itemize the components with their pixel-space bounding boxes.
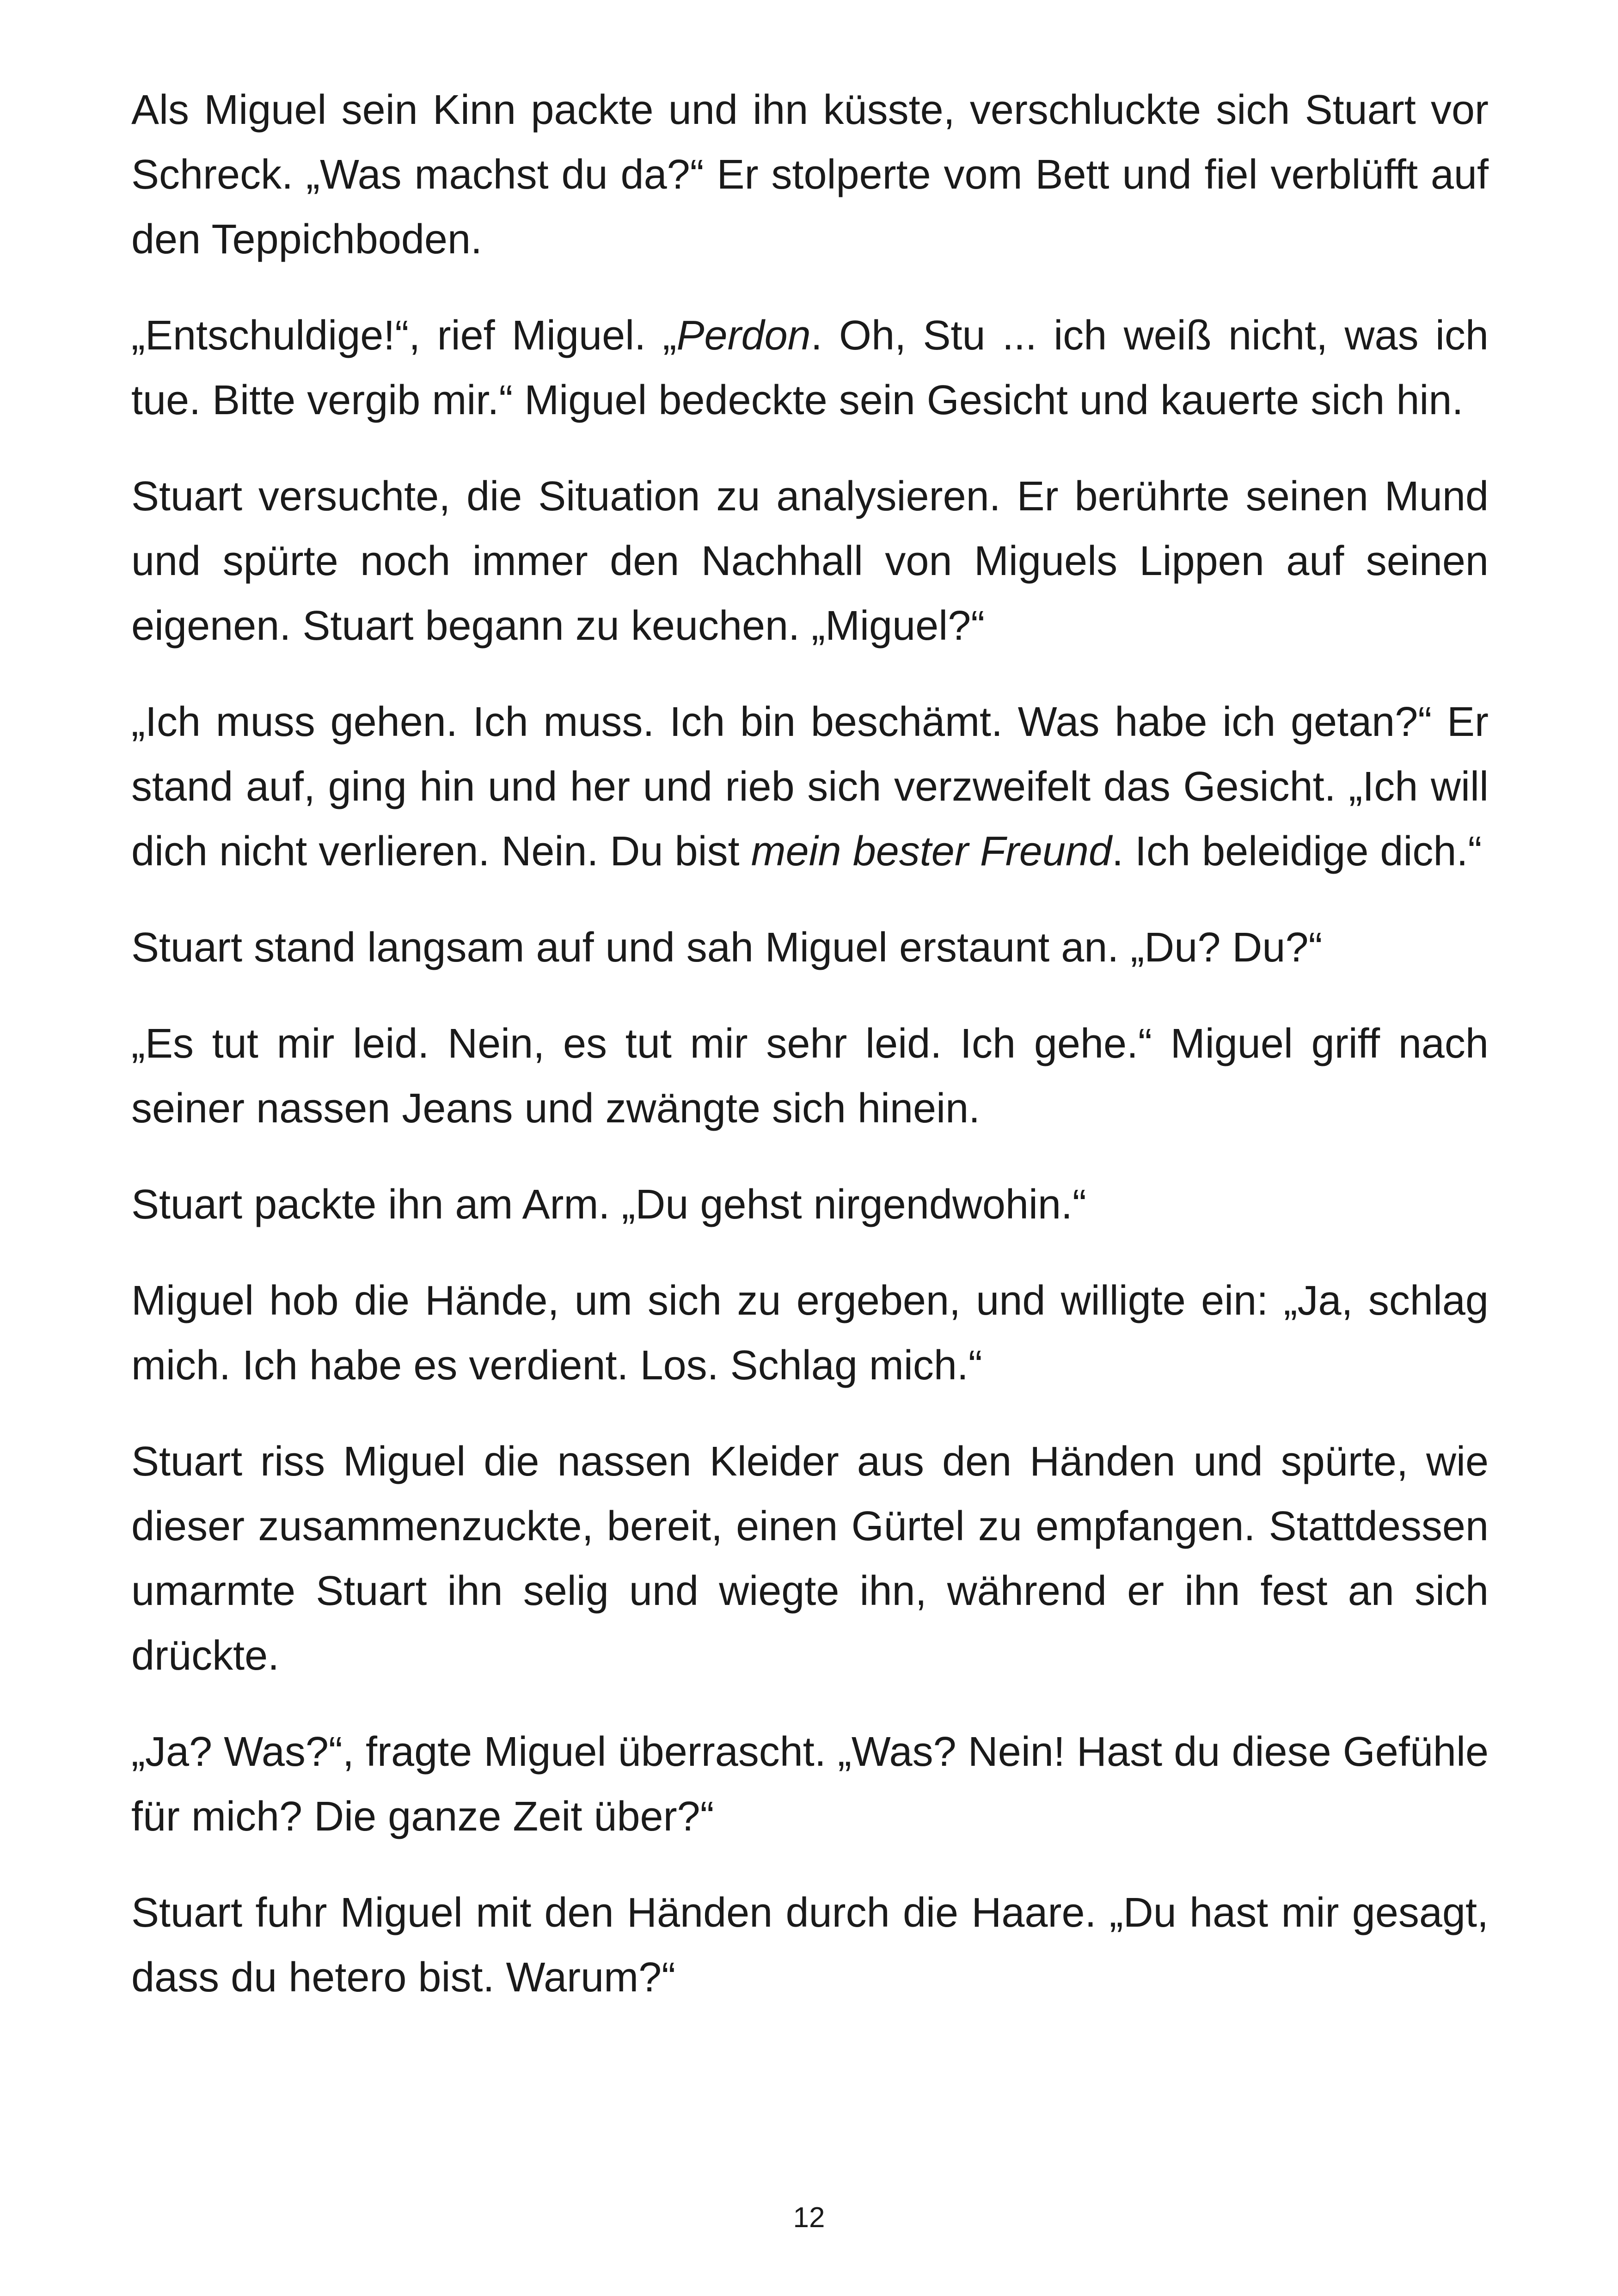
paragraph-4: [131, 690, 1489, 884]
paragraph-text: „Ich muss gehen. Ich muss. Ich bin beschämt. Was habe ich getan?“ Er stand auf, ging hin und her und rieb sich verzweifelt das Gesicht. „Ich will dich nicht verlieren. Nein. Du bist: [131, 699, 1489, 875]
paragraph-text: Stuart stand langsam auf und sah Miguel erstaunt an. „Du? Du?“: [131, 925, 1323, 971]
paragraph-text: „Ja? Was?“, fragte Miguel überrascht. „Was? Nein! Hast du diese Gefühle für mich? Die ganze Zeit über?“: [131, 1729, 1489, 1840]
paragraph-text: . Oh, Stu ... ich weiß nicht, was ich tue. Bitte vergib mir.“ Miguel bedeckte sein Gesicht und kauerte sich hin.: [131, 312, 1489, 423]
paragraph-5: [131, 915, 1489, 980]
paragraph-text: Stuart fuhr Miguel mit den Händen durch die Haare. „Du hast mir gesagt, dass du hetero bist. Warum?“: [131, 1890, 1489, 2001]
paragraph-1: [131, 78, 1489, 272]
paragraph-7: [131, 1172, 1489, 1237]
paragraph-text: Als Miguel sein Kinn packte und ihn küsste, verschluckte sich Stuart vor Schreck. „Was machst du da?“ Er stolperte vom Bett und fiel verblüfft auf den Teppichboden.: [131, 87, 1489, 263]
italic-word: Perdon: [676, 312, 811, 359]
paragraph-text: . Ich beleidige dich.“: [1112, 828, 1482, 875]
paragraph-text: „Entschuldige!“, rief Miguel. „: [131, 312, 677, 359]
paragraph-text: „Es tut mir leid. Nein, es tut mir sehr leid. Ich gehe.“ Miguel griff nach seiner nassen Jeans und zwängte sich hinein.: [131, 1021, 1489, 1132]
paragraph-11: [131, 1880, 1489, 2010]
paragraph-8: [131, 1268, 1489, 1398]
paragraph-2: [131, 303, 1489, 433]
italic-phrase: mein bester Freund: [751, 828, 1112, 875]
page-number: 12: [793, 2202, 825, 2234]
paragraph-9: [131, 1429, 1489, 1688]
paragraph-10: [131, 1720, 1489, 1849]
page-body: [131, 78, 1489, 2041]
paragraph-text: Miguel hob die Hände, um sich zu ergeben, und willigte ein: „Ja, schlag mich. Ich habe es verdient. Los. Schlag mich.“: [131, 1278, 1489, 1389]
paragraph-text: Stuart packte ihn am Arm. „Du gehst nirgendwohin.“: [131, 1182, 1087, 1228]
paragraph-6: [131, 1011, 1489, 1141]
paragraph-text: Stuart versuchte, die Situation zu analysieren. Er berührte seinen Mund und spürte noch immer den Nachhall von Miguels Lippen auf seinen eigenen. Stuart begann zu keuchen. „Miguel?“: [131, 473, 1489, 649]
paragraph-text: Stuart riss Miguel die nassen Kleider aus den Händen und spürte, wie dieser zusammenzuckte, bereit, einen Gürtel zu empfangen. Stattdessen umarmte Stuart ihn selig und wiegte ihn, während er ihn fest an sich drückte.: [131, 1439, 1489, 1679]
paragraph-3: [131, 464, 1489, 658]
